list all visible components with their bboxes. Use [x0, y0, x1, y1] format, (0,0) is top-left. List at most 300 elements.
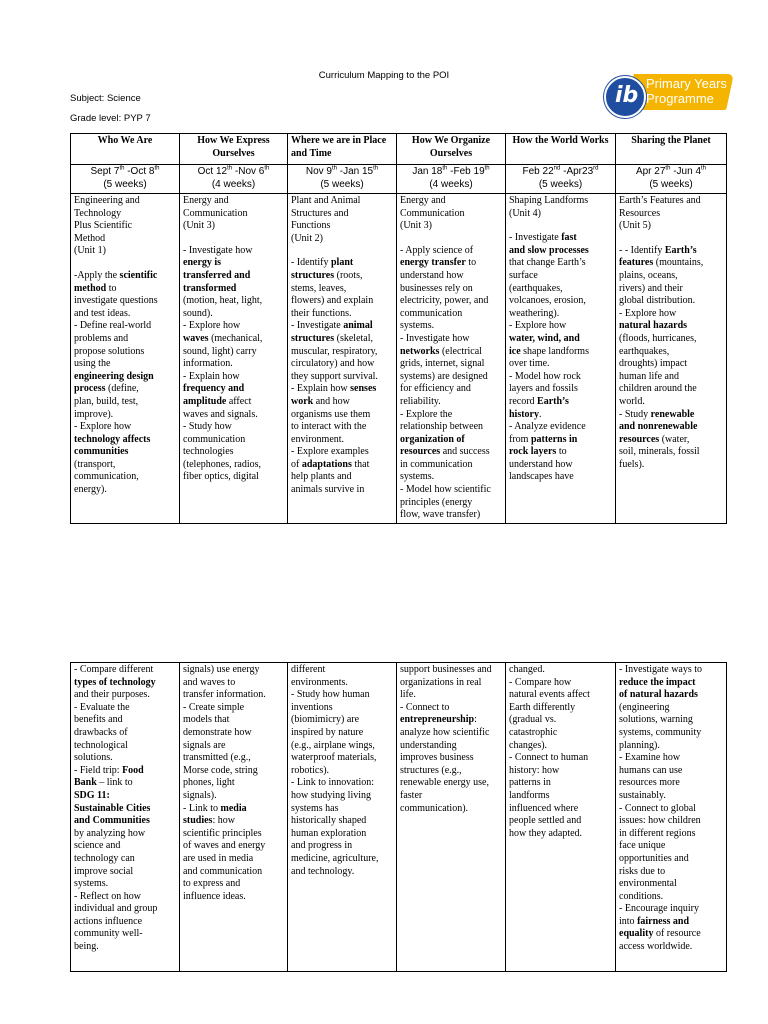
bold-term: work — [291, 395, 314, 407]
text-run: face unique — [619, 840, 666, 852]
content-line — [74, 308, 176, 321]
bold-term: networks — [400, 345, 440, 357]
content-line — [291, 740, 393, 753]
text-run: organisms use them — [291, 408, 371, 420]
text-run: affect — [226, 395, 252, 407]
text-run: landforms — [509, 789, 550, 801]
content-line — [509, 790, 612, 803]
text-run: - Explore how — [183, 320, 241, 332]
text-run: inventions — [291, 701, 333, 713]
content-line — [619, 333, 723, 346]
date-cell — [616, 165, 727, 194]
text-run: - Connect to human — [509, 752, 589, 764]
content-line — [183, 752, 284, 765]
content-line — [291, 752, 393, 765]
content-line — [74, 714, 176, 727]
text-run: - Model how scientific — [400, 484, 491, 496]
text-run: (electrical — [439, 345, 482, 357]
bold-term: transferred and — [183, 269, 251, 281]
bold-term: energy transfer — [400, 257, 466, 269]
content-line — [400, 790, 502, 803]
content-line — [619, 220, 723, 233]
bold-term: history — [509, 408, 539, 420]
text-run: from — [509, 433, 531, 445]
text-run: Resources — [619, 207, 661, 219]
content-line — [74, 689, 176, 702]
text-run: earthquakes, — [619, 345, 670, 357]
bold-term: waves — [183, 332, 209, 344]
content-line — [291, 371, 393, 384]
date-end: -Jan 15 — [336, 166, 374, 177]
bold-term: fairness and — [637, 915, 690, 927]
text-run: : — [474, 714, 477, 726]
text-run: improves business — [400, 752, 474, 764]
date-cell — [506, 165, 616, 194]
theme-heading: How We Express Ourselves — [180, 134, 288, 165]
text-run: landscapes have — [509, 471, 574, 483]
text-run: people settled and — [509, 815, 582, 827]
content-line — [183, 853, 284, 866]
content-line — [74, 866, 176, 879]
bold-term: organization of — [400, 433, 465, 445]
content-line — [291, 677, 393, 690]
content-line — [291, 664, 393, 677]
text-run: investigate questions — [74, 295, 158, 307]
content-line — [619, 396, 723, 409]
content-line — [400, 777, 502, 790]
content-line — [183, 409, 284, 422]
content-line — [291, 358, 393, 371]
content-line — [183, 308, 284, 321]
content-line — [183, 714, 284, 727]
date-row — [71, 165, 727, 194]
content-line — [74, 320, 176, 333]
content-line — [400, 677, 502, 690]
bold-term: adaptations — [301, 458, 352, 470]
content-line — [183, 459, 284, 472]
text-run: medicine, agriculture, — [291, 852, 379, 864]
content-line — [619, 208, 723, 221]
text-run: fiber optics, digital — [183, 471, 259, 483]
content-line — [183, 777, 284, 790]
text-run: to express and — [183, 878, 241, 890]
content-line — [619, 727, 723, 740]
date-range — [291, 166, 393, 179]
content-line — [619, 840, 723, 853]
text-run: environmental — [619, 878, 677, 890]
text-run: access worldwide. — [619, 941, 693, 953]
content-line — [509, 195, 612, 208]
theme-heading: Who We Are — [71, 134, 180, 165]
text-run: (Unit 5) — [619, 220, 651, 232]
text-run: understand how — [509, 458, 573, 470]
content-line — [619, 891, 723, 904]
content-line — [509, 677, 612, 690]
text-run: risks due to — [619, 865, 666, 877]
unit-cell — [397, 194, 506, 524]
date-end: -Feb 19 — [447, 166, 485, 177]
content-line — [619, 803, 723, 816]
bold-term: Sustainable Cities — [74, 802, 151, 814]
text-run: - Explain how — [183, 370, 240, 382]
content-line — [509, 245, 612, 258]
content-line — [74, 195, 176, 208]
text-run: flowers) and explain — [291, 295, 374, 307]
text-run: Morse code, string — [183, 764, 258, 776]
text-run: - Connect to — [400, 701, 450, 713]
content-line — [183, 803, 284, 816]
content-line — [619, 790, 723, 803]
date-start-suffix: th — [331, 165, 337, 172]
content-line — [400, 509, 502, 522]
text-run: - Field trip: — [74, 764, 123, 776]
content-line — [74, 815, 176, 828]
date-end-suffix: rd — [593, 165, 599, 172]
text-run: electricity, power, and — [400, 295, 489, 307]
content-line — [183, 346, 284, 359]
bold-term: and Communities — [74, 815, 150, 827]
text-run: robotics). — [291, 764, 330, 776]
text-run: principles (energy — [400, 496, 473, 508]
bold-term: engineering design — [74, 370, 154, 382]
content-line — [291, 840, 393, 853]
text-run: actions influence — [74, 915, 143, 927]
unit-cell-continued — [180, 663, 288, 972]
text-run: - Connect to global — [619, 802, 696, 814]
date-cell — [71, 165, 180, 194]
bold-term: energy is — [183, 257, 222, 269]
content-line — [619, 409, 723, 422]
text-run: Method — [74, 232, 106, 244]
content-line — [400, 471, 502, 484]
content-line — [183, 471, 284, 484]
content-line — [619, 714, 723, 727]
text-run: problems and — [74, 332, 129, 344]
content-line — [183, 702, 284, 715]
text-run: relationship between — [400, 421, 484, 433]
unit-cell-continued — [506, 663, 616, 972]
content-line — [183, 396, 284, 409]
text-run: signals) use energy — [183, 664, 260, 675]
date-start: Oct 12 — [197, 166, 228, 177]
unit-cell — [616, 194, 727, 524]
text-run: Engineering and — [74, 195, 140, 206]
text-run: (biomimicry) are — [291, 714, 360, 726]
content-line — [291, 702, 393, 715]
content-line — [183, 195, 284, 208]
text-run: demonstrate how — [183, 726, 252, 738]
content-line — [619, 866, 723, 879]
content-line — [74, 878, 176, 891]
content-line — [74, 941, 176, 954]
text-run: individual and group — [74, 903, 158, 915]
content-line — [509, 434, 612, 447]
content-line — [74, 840, 176, 853]
text-run: transfer information. — [183, 689, 266, 701]
text-run: patterns in — [509, 777, 551, 789]
text-run: - Identify — [291, 257, 331, 269]
text-run: - Explore the — [400, 408, 453, 420]
text-run: -Apply the — [74, 269, 120, 281]
content-line — [183, 790, 284, 803]
content-line — [74, 765, 176, 778]
content-line — [509, 689, 612, 702]
ib-logo-icon — [604, 76, 646, 118]
text-run: (transport, — [74, 458, 116, 470]
content-line — [183, 371, 284, 384]
content-line — [291, 346, 393, 359]
content-line — [291, 828, 393, 841]
text-run: - Study how human — [291, 689, 370, 701]
content-line — [291, 866, 393, 879]
text-run: renewable energy use, — [400, 777, 489, 789]
content-line — [619, 740, 723, 753]
content-line — [619, 283, 723, 296]
text-run: Energy and — [183, 195, 229, 206]
content-line — [509, 232, 612, 245]
theme-heading: How the World Works — [506, 134, 616, 165]
text-run: - Apply science of — [400, 244, 474, 256]
content-line — [74, 677, 176, 690]
content-line — [74, 295, 176, 308]
text-run: historically shaped — [291, 815, 367, 827]
text-run: fuels). — [619, 458, 645, 470]
content-line — [619, 752, 723, 765]
content-line — [291, 790, 393, 803]
text-run: support businesses and — [400, 664, 492, 675]
duration-weeks: (5 weeks) — [320, 178, 364, 190]
content-line — [400, 803, 502, 816]
content-line — [509, 702, 612, 715]
text-run: businesses rely on — [400, 282, 473, 294]
content-line — [400, 765, 502, 778]
text-run: in communication — [400, 458, 473, 470]
content-line — [509, 333, 612, 346]
content-line — [619, 853, 723, 866]
text-run: human life and — [619, 370, 679, 382]
text-run: that — [351, 458, 370, 470]
text-run: over time. — [509, 358, 550, 370]
text-run: environments. — [291, 676, 348, 688]
bold-term: plant — [331, 257, 354, 269]
content-line — [509, 752, 612, 765]
content-line — [400, 383, 502, 396]
paragraph-gap — [619, 233, 723, 245]
text-run: to — [465, 257, 477, 269]
content-line — [183, 677, 284, 690]
text-run: waves and signals. — [183, 408, 258, 420]
text-run: (Unit 3) — [183, 220, 215, 232]
text-run: Communication — [400, 207, 465, 219]
content-line — [400, 333, 502, 346]
text-run: - Investigate — [291, 320, 344, 332]
text-run: (earthquakes, — [509, 282, 563, 294]
content-line — [183, 220, 284, 233]
text-run: - Explore how — [509, 320, 567, 332]
unit-cell — [288, 194, 397, 524]
content-line — [183, 815, 284, 828]
text-run: and success — [440, 446, 490, 458]
date-start-suffix: th — [119, 165, 125, 172]
text-run: models that — [183, 714, 230, 726]
text-run: conditions. — [619, 890, 664, 902]
text-run: communication). — [400, 802, 469, 814]
text-run: volcanoes, erosion, — [509, 295, 586, 307]
text-run: signals are — [183, 739, 226, 751]
subject-label: Subject: Science — [70, 93, 141, 104]
text-run: - Investigate — [509, 232, 562, 244]
text-run: understanding — [400, 739, 457, 751]
duration-weeks: (4 weeks) — [211, 178, 256, 190]
date-start: Feb 22 — [522, 166, 554, 177]
unit-content-continued-row — [71, 663, 727, 972]
theme-heading: Where we are in Place and Time — [288, 134, 397, 165]
content-line — [291, 208, 393, 221]
bold-term: and slow processes — [509, 244, 589, 256]
text-run: (floods, hurricanes, — [619, 332, 697, 344]
text-run: communication — [183, 433, 246, 445]
content-line — [291, 295, 393, 308]
bold-term: Earth’s — [664, 244, 697, 256]
text-run: help plants and — [291, 471, 352, 483]
text-run: (mechanical, — [208, 332, 263, 344]
content-line — [619, 446, 723, 459]
content-line — [291, 815, 393, 828]
content-line — [619, 777, 723, 790]
text-run: Plant and Animal — [291, 195, 361, 206]
text-run: stems, leaves, — [291, 282, 347, 294]
content-line — [509, 740, 612, 753]
content-line — [74, 220, 176, 233]
bold-term: renewable — [650, 408, 695, 420]
duration-weeks: (5 weeks) — [538, 178, 583, 190]
text-run: systems. — [74, 878, 109, 890]
text-run: life. — [400, 689, 416, 701]
text-run: are used in media — [183, 852, 254, 864]
unit-cell — [506, 194, 616, 524]
content-line — [74, 471, 176, 484]
text-run: Functions — [291, 220, 331, 232]
content-line — [400, 283, 502, 296]
text-run: - Examine how — [619, 752, 681, 764]
content-line — [183, 664, 284, 677]
bold-term: structures — [291, 332, 335, 344]
content-line — [291, 320, 393, 333]
text-run: for efficiency and — [400, 383, 471, 395]
text-run: - Explore examples — [291, 446, 369, 458]
content-line — [74, 333, 176, 346]
text-run: grids, internet, signal — [400, 358, 485, 370]
content-line — [619, 916, 723, 929]
content-line — [400, 295, 502, 308]
content-line — [619, 941, 723, 954]
text-run: - Explore how — [74, 421, 132, 433]
text-run: - Define real-world — [74, 320, 152, 332]
text-run: communication — [400, 307, 463, 319]
content-line — [509, 714, 612, 727]
text-run: changed. — [509, 664, 545, 675]
bold-term: Food — [122, 764, 144, 776]
content-line — [74, 740, 176, 753]
content-line — [74, 383, 176, 396]
text-run: issues: how children — [619, 815, 701, 827]
content-line — [509, 358, 612, 371]
text-run: of resource — [653, 928, 701, 940]
text-run: to interact with the — [291, 421, 367, 433]
text-run: systems has — [291, 802, 339, 814]
date-start: Jan 18 — [412, 166, 443, 177]
content-line — [291, 853, 393, 866]
content-line — [509, 346, 612, 359]
content-line — [400, 446, 502, 459]
paragraph-gap — [509, 220, 612, 232]
text-run: benefits and — [74, 714, 123, 726]
bold-term: Bank — [74, 777, 97, 789]
text-run: their functions. — [291, 307, 352, 319]
date-start: Apr 27 — [635, 166, 666, 177]
content-line — [291, 409, 393, 422]
content-line — [74, 233, 176, 246]
content-line — [619, 295, 723, 308]
date-end-suffix: th — [701, 165, 707, 172]
text-run: improve). — [74, 408, 114, 420]
bold-term: patterns in — [530, 433, 578, 445]
text-run: sustainably. — [619, 789, 666, 801]
text-run: and test ideas. — [74, 307, 131, 319]
content-line — [400, 740, 502, 753]
text-run: systems, community — [619, 726, 702, 738]
text-run: that change Earth’s — [509, 257, 586, 269]
content-line — [619, 702, 723, 715]
content-line — [74, 409, 176, 422]
content-line — [619, 346, 723, 359]
content-line — [400, 245, 502, 258]
duration-weeks: (4 weeks) — [429, 178, 473, 190]
bold-term: technology affects — [74, 433, 151, 445]
content-line — [291, 421, 393, 434]
content-line — [291, 220, 393, 233]
content-line — [619, 434, 723, 447]
date-start-suffix: th — [665, 165, 671, 172]
text-run: propose solutions — [74, 345, 145, 357]
content-line — [400, 434, 502, 447]
bold-term: process — [74, 383, 106, 395]
date-range — [619, 166, 723, 179]
content-line — [619, 765, 723, 778]
text-run: structures (e.g., — [400, 764, 462, 776]
content-line — [509, 208, 612, 221]
text-run: Plus Scientific — [74, 220, 133, 232]
bold-term: transformed — [183, 282, 237, 294]
content-line — [509, 320, 612, 333]
content-line — [509, 727, 612, 740]
text-run: world. — [619, 395, 645, 407]
bold-term: equality — [619, 928, 654, 940]
content-line — [74, 727, 176, 740]
content-line — [509, 257, 612, 270]
paragraph-gap — [183, 233, 284, 245]
content-line — [509, 664, 612, 677]
text-run: using the — [74, 358, 111, 370]
text-run: to — [106, 282, 117, 294]
content-line — [74, 358, 176, 371]
content-line — [619, 308, 723, 321]
text-run: (roots, — [334, 269, 363, 281]
content-line — [509, 803, 612, 816]
text-run: changes). — [509, 739, 548, 751]
content-line — [74, 777, 176, 790]
content-line — [291, 765, 393, 778]
